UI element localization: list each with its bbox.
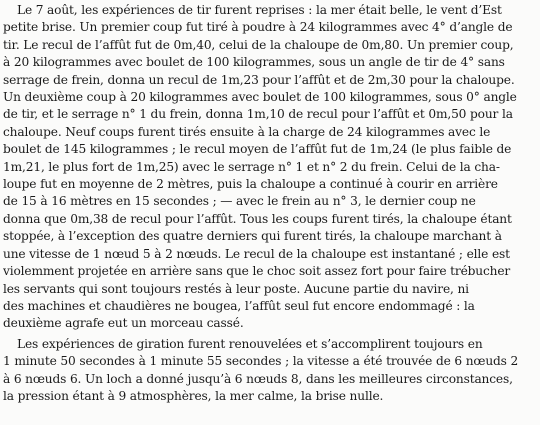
document-body [3,2,538,405]
text-line: donna que 0m,38 de recul pour l’affût. Tous les coups furent tirés, la chaloupe étant [3,211,512,226]
text-line: à 20 kilogrammes avec boulet de 100 kilogrammes, sous un angle de tir de 4° sans [3,55,505,70]
text-line: chaloupe. Neuf coups furent tirés ensuite à la charge de 24 kilogrammes avec le [3,124,491,139]
text-line: 1 minute 50 secondes à 1 minute 55 secondes ; la vitesse a été trouvée de 6 nœuds 2 [3,354,519,369]
text-line: Les expériences de giration furent renouvelées et s’accomplirent toujours en [17,336,483,351]
text-line: à 6 nœuds 6. Un loch a donné jusqu’à 6 nœuds 8, dans les meilleures circonstances, [3,371,513,386]
paragraph-tir [3,2,538,333]
text-line: Le 7 août, les expériences de tir furent reprises : la mer était belle, le vent d’Est [17,3,502,17]
text-line: petite brise. Un premier coup fut tiré à poudre à 24 kilogrammes avec 4° d’angle de [3,20,513,35]
text-line: loupe fut en moyenne de 2 mètres, puis la chaloupe a continué à courir en arrière [3,177,498,192]
text-line: Un deuxième coup à 20 kilogrammes avec boulet de 100 kilogrammes, sous 0° angle [3,90,517,105]
text-line: stoppée, à l’exception des quatre derniers qui furent tirés, la chaloupe marchant à [3,229,502,244]
text-line: deuxième agrafe eut un morceau cassé. [3,316,244,331]
text-line: boulet de 145 kilogrammes ; le recul moyen de l’affût fut de 1m,24 (le plus faible de [3,142,512,157]
text-line: une vitesse de 1 nœud 5 à 2 nœuds. Le recul de la chaloupe est instantané ; elle est [3,246,510,261]
text-line: la pression étant à 9 atmosphères, la mer calme, la brise nulle. [3,388,384,403]
text-line: violemment projetée en arrière sans que le choc soit assez fort pour faire trébucher [3,264,511,279]
text-line: serrage de frein, donna un recul de 1m,23 pour l’affût et de 2m,30 pour la chaloupe. [3,72,515,87]
text-line: 1m,21, le plus fort de 1m,25) avec le serrage n° 1 et n° 2 du frein. Celui de la cha- [3,159,500,174]
text-line: des machines et chaudières ne bougea, l’affût seul fut encore endommagé : la [3,298,475,313]
text-line: tir. Le recul de l’affût fut de 0m,40, celui de la chaloupe de 0m,80. Un premier coup, [3,37,514,52]
paragraph-giration [3,336,538,406]
text-line: les servants qui sont toujours restés à leur poste. Aucune partie du navire, ni [3,281,469,296]
text-line: de 15 à 16 mètres en 15 secondes ; — avec le frein au n° 3, le dernier coup ne [3,194,476,209]
text-line: de tir, et le serrage n° 1 du frein, donna 1m,10 de recul pour l’affût et 0m,50 pour la [3,107,513,122]
